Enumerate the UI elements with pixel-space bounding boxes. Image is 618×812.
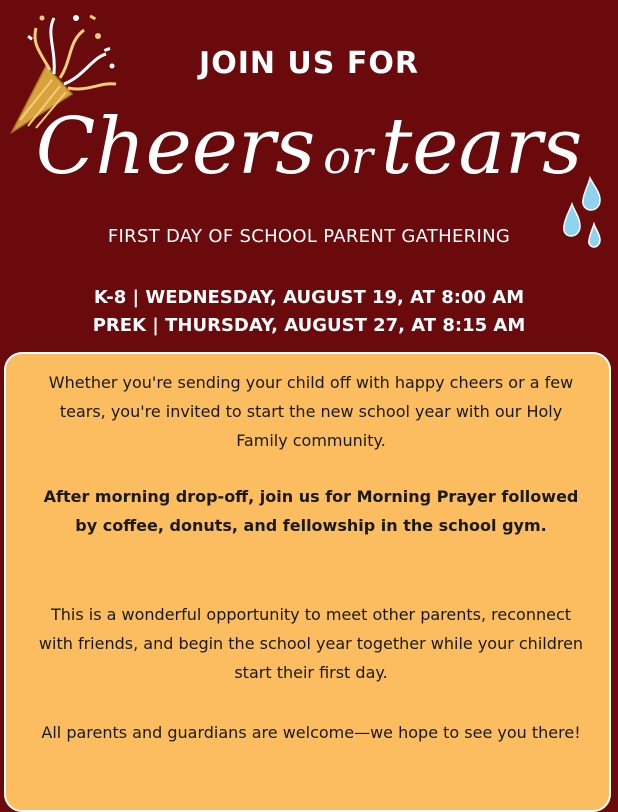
details-card — [4, 352, 611, 812]
intro-paragraph: Whether you're sending your child off with happy cheers or a few tears, you're invited to start the new school year with our Holy Family community. — [48, 373, 574, 450]
date-line-prek: PREK | THURSDAY, AUGUST 27, AT 8:15 AM — [92, 315, 526, 336]
event-title — [0, 92, 618, 212]
title-word-tears: tears — [380, 102, 583, 192]
title-word-or: or — [323, 130, 373, 184]
welcome-paragraph: All parents and guardians are welcome—we hope to see you there! — [41, 723, 581, 742]
opportunity-paragraph: This is a wonderful opportunity to meet other parents, reconnect with friends, and begin the school year together while your children start their first day. — [38, 605, 584, 682]
date-line-k8: K-8 | WEDNESDAY, AUGUST 19, AT 8:00 AM — [93, 287, 525, 308]
join-us-heading: JOIN US FOR — [199, 46, 419, 81]
schedule-paragraph: After morning drop-off, join us for Morning Prayer followed by coffee, donuts, and fellowship in the school gym. — [43, 487, 579, 535]
event-subtitle: FIRST DAY OF SCHOOL PARENT GATHERING — [107, 226, 511, 247]
title-word-cheers: Cheers — [35, 102, 316, 192]
event-dates — [0, 284, 618, 340]
